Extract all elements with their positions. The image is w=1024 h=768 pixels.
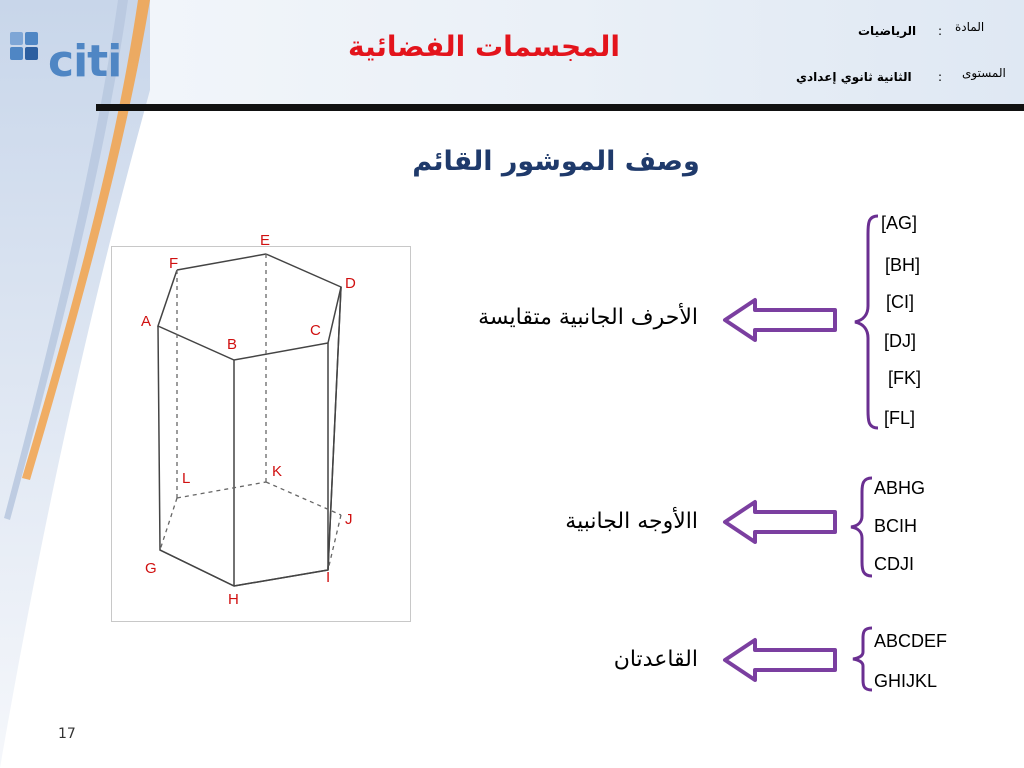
vertex-label-A: A bbox=[141, 313, 152, 330]
vertex-label-I: I bbox=[326, 569, 331, 586]
page-title: المجسمات الفضائية bbox=[347, 30, 620, 63]
vertex-label-C: C bbox=[310, 322, 321, 339]
hexagonal-prism-diagram bbox=[111, 230, 411, 622]
subject-label: المادة bbox=[955, 20, 985, 34]
lateral-faces-label: االأوجه الجانبية bbox=[565, 509, 698, 534]
citi-logo bbox=[8, 22, 128, 87]
left-arrow-icon bbox=[722, 636, 840, 684]
vertex-label-J: J bbox=[345, 511, 353, 528]
header-rule bbox=[96, 104, 1024, 111]
vertex-label-K: K bbox=[272, 463, 283, 480]
list-item: [FK] bbox=[888, 368, 922, 388]
hidden-edges bbox=[160, 254, 341, 570]
list-item: [BH] bbox=[885, 255, 921, 275]
vertex-label-L: L bbox=[182, 470, 191, 487]
vertex-label-E: E bbox=[260, 232, 271, 249]
list-item: ABCDEF bbox=[874, 631, 948, 651]
list-item: [AG] bbox=[881, 213, 918, 233]
section-heading: وصف الموشور القائم bbox=[412, 146, 700, 177]
left-arrow-icon bbox=[722, 296, 840, 344]
left-arrow-icon bbox=[722, 498, 840, 546]
brace-icon bbox=[852, 214, 882, 430]
list-item: [DJ] bbox=[884, 331, 917, 351]
subject-separator: : bbox=[938, 24, 943, 38]
list-item: ABHG bbox=[874, 478, 926, 498]
level-label: المستوى bbox=[962, 66, 1006, 80]
vertex-label-H: H bbox=[228, 591, 239, 608]
vertex-label-D: D bbox=[345, 275, 356, 292]
lateral-edges-label: الأحرف الجانبية متقايسة bbox=[478, 305, 698, 330]
top-base-edges bbox=[158, 254, 341, 360]
logo-mark-icon bbox=[8, 22, 48, 72]
logo-text: citi bbox=[48, 36, 122, 87]
vertex-label-G: G bbox=[145, 560, 157, 577]
list-item: CDJI bbox=[874, 554, 914, 574]
list-item: [FL] bbox=[884, 408, 916, 428]
brace-icon bbox=[848, 476, 876, 578]
level-value: الثانية ثانوي إعدادي bbox=[796, 70, 912, 84]
brace-icon bbox=[850, 626, 876, 692]
list-item: BCIH bbox=[874, 516, 918, 536]
list-item: GHIJKL bbox=[874, 671, 938, 691]
page-number: 17 bbox=[58, 726, 76, 742]
vertex-label-F: F bbox=[169, 255, 179, 272]
list-item: [CI] bbox=[886, 292, 915, 312]
level-separator: : bbox=[938, 70, 943, 84]
vertex-label-B: B bbox=[227, 336, 238, 353]
bases-label: القاعدتان bbox=[613, 647, 698, 672]
subject-value: الرياضيات bbox=[858, 24, 917, 38]
